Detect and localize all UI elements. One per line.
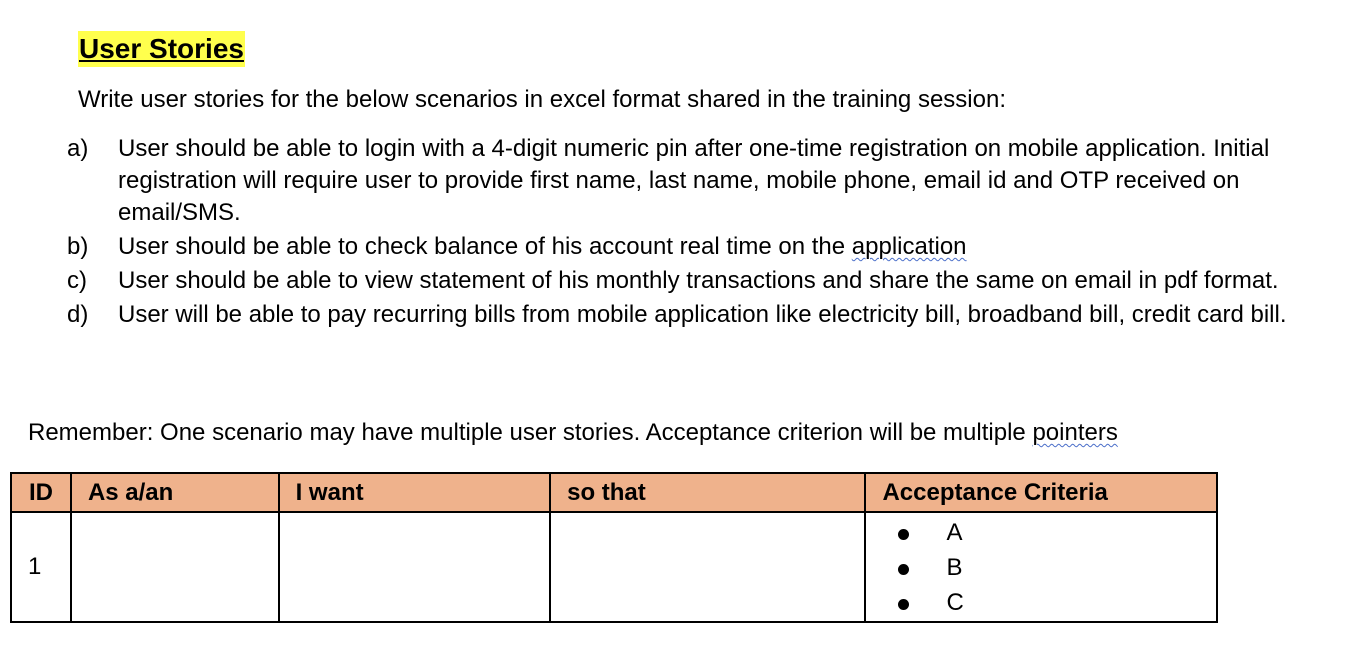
- table-row: [11, 512, 1217, 622]
- scenario-item: [67, 231, 1337, 263]
- bullet-icon: [898, 599, 909, 610]
- bullet-icon: [898, 564, 909, 575]
- scenario-marker: d): [67, 301, 89, 328]
- criteria-text: C: [946, 588, 964, 616]
- scenario-text: User should be able to login with a 4-digit numeric pin after one-time registration on mobile application. Initial registration will require user to provide first name, last name, mobile phone, email id and OTP received on email/SMS.: [118, 135, 1270, 226]
- cell-acceptance-criteria[interactable]: [865, 512, 1217, 622]
- criteria-item: [866, 515, 1216, 550]
- scenario-text: User will be able to pay recurring bills from mobile application like electricity bill, broadband bill, credit card bill.: [118, 301, 1287, 328]
- scenario-marker: a): [67, 135, 89, 162]
- header-so-that: so that: [550, 473, 865, 512]
- spellcheck-underlined-word[interactable]: application: [851, 233, 967, 260]
- remember-note: [28, 418, 1118, 448]
- document-title: User Stories: [78, 31, 245, 67]
- scenario-text: User should be able to view statement of his monthly transactions and share the same on email in pdf format.: [118, 267, 1279, 294]
- scenario-item: [67, 133, 1337, 229]
- cell-i-want[interactable]: [279, 512, 551, 622]
- scenario-marker: c): [67, 267, 87, 294]
- criteria-list: [866, 515, 1216, 620]
- scenario-text: User should be able to check balance of his account real time on the: [118, 233, 852, 260]
- criteria-item: [866, 550, 1216, 585]
- header-i-want: I want: [279, 473, 551, 512]
- criteria-text: A: [946, 518, 963, 546]
- scenario-marker: b): [67, 233, 89, 260]
- cell-as-a-an[interactable]: [71, 512, 279, 622]
- table-header-row: [11, 473, 1217, 512]
- bullet-icon: [898, 529, 909, 540]
- intro-text: Write user stories for the below scenarios in excel format shared in the training session:: [78, 86, 1006, 113]
- header-acceptance-criteria: Acceptance Criteria: [865, 473, 1217, 512]
- scenario-item: [67, 265, 1337, 297]
- cell-so-that[interactable]: [550, 512, 865, 622]
- header-as-a-an: As a/an: [71, 473, 279, 512]
- spellcheck-underlined-word[interactable]: pointers: [1032, 419, 1118, 446]
- user-story-table: [10, 472, 1218, 623]
- scenario-list: [67, 133, 1337, 333]
- header-id: ID: [11, 473, 71, 512]
- cell-id[interactable]: 1: [11, 512, 71, 622]
- criteria-item: [866, 585, 1216, 620]
- scenario-item: [67, 299, 1337, 331]
- criteria-text: B: [946, 553, 963, 581]
- remember-text: Remember: One scenario may have multiple user stories. Acceptance criterion will be multiple: [28, 419, 1033, 446]
